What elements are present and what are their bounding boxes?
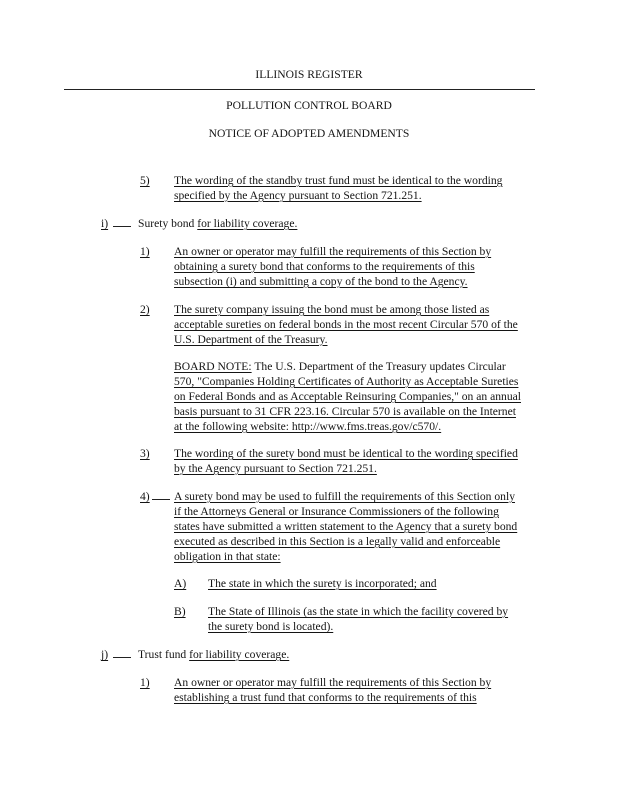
item-B-line-2: the surety bond is located). — [208, 620, 334, 633]
subsection-j-title-text: for liability coverage. — [189, 648, 290, 661]
subsection-i-marker: i) — [101, 217, 109, 230]
item-i4-line-3: states have submitted a written statement to the Agency that a surety bond — [174, 520, 518, 533]
register-title: ILLINOIS REGISTER — [255, 68, 363, 81]
board-title: POLLUTION CONTROL BOARD — [226, 99, 392, 112]
item-i3-marker: 3) — [140, 447, 150, 460]
subsection-j-blank — [113, 647, 131, 662]
board-note-label: BOARD NOTE: — [174, 360, 252, 373]
item-i4-marker: 4) — [140, 490, 150, 503]
item-i2-marker: 2) — [140, 303, 150, 316]
board-note-line-1 — [174, 359, 506, 374]
item-i1-marker: 1) — [140, 245, 150, 258]
item-i4-blank — [152, 489, 170, 504]
subsection-i-title: Surety bond for liability coverage. — [138, 217, 298, 230]
item-5-line-1: The wording of the standby trust fund must be identical to the wording — [174, 174, 503, 187]
item-i3-line-1: The wording of the surety bond must be identical to the wording specified — [174, 447, 518, 460]
item-A-text: The state in which the surety is incorporated; and — [208, 577, 437, 590]
item-i4-line-4: executed as described in this Section is a legally valid and enforceable — [174, 535, 501, 548]
item-i4-line-5: obligation in that state: — [174, 550, 281, 563]
subsection-i-blank — [113, 216, 131, 231]
subsection-j-title: Trust fund for liability coverage. — [138, 648, 290, 661]
item-i3-line-2: by the Agency pursuant to Section 721.251. — [174, 462, 377, 475]
board-note-line-4: basis pursuant to 31 CFR 223.16. Circular 570 is available on the Internet — [174, 405, 516, 418]
item-i2-line-2: acceptable sureties on federal bonds in the most recent Circular 570 of the — [174, 318, 518, 331]
item-j1-marker: 1) — [140, 676, 150, 689]
item-i4-line-2: if the Attorneys General or Insurance Commissioners of the following — [174, 505, 499, 518]
item-i2-line-1: The surety company issuing the bond must be among those listed as — [174, 303, 490, 316]
item-B-marker: B) — [174, 605, 186, 618]
board-note-line-3: on Federal Bonds and as Acceptable Reinsuring Companies," on an annual — [174, 390, 521, 403]
item-i1-line-1: An owner or operator may fulfill the requirements of this Section by — [174, 245, 492, 258]
item-5-marker: 5) — [140, 174, 150, 187]
item-j1-line-2: establishing a trust fund that conforms to the requirements of this — [174, 691, 477, 704]
item-i2-line-3: U.S. Department of the Treasury. — [174, 333, 328, 346]
subsection-i-title-text: for liability coverage. — [197, 217, 298, 230]
item-i1-line-3: subsection (i) and submitting a copy of the bond to the Agency. — [174, 275, 468, 288]
notice-title: NOTICE OF ADOPTED AMENDMENTS — [208, 127, 410, 140]
item-j1-line-1: An owner or operator may fulfill the requirements of this Section by — [174, 676, 492, 689]
subsection-j-marker: j) — [101, 648, 109, 661]
item-i1-line-2: obtaining a surety bond that conforms to the requirements of this — [174, 260, 475, 273]
header-rule — [64, 89, 535, 90]
item-i4-line-1: A surety bond may be used to fulfill the requirements of this Section only — [174, 490, 515, 503]
board-note-line-2: 570, "Companies Holding Certificates of Authority as Acceptable Sureties — [174, 375, 519, 388]
item-B-line-1: The State of Illinois (as the state in which the facility covered by — [208, 605, 509, 618]
board-note-line-1-rest: The U.S. Department of the Treasury updates Circular — [251, 360, 506, 373]
item-A-marker: A) — [174, 577, 187, 590]
board-note-line-5: at the following website: http://www.fms.treas.gov/c570/. — [174, 420, 442, 433]
item-5-line-2: specified by the Agency pursuant to Section 721.251. — [174, 189, 422, 202]
